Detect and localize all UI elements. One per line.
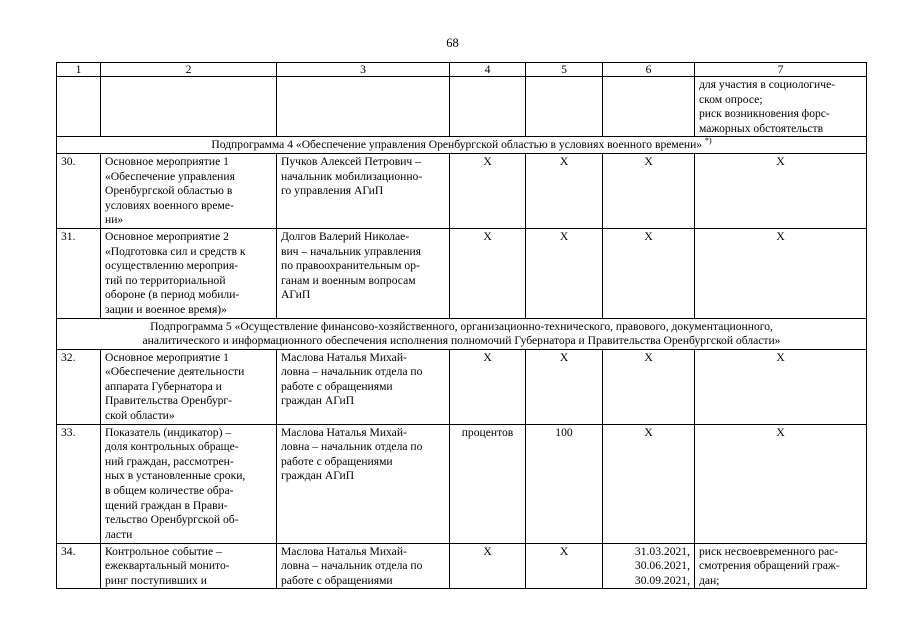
subprogram-title <box>57 137 867 154</box>
subprogram-5-title-line: аналитического и информационного обеспечения исполнения полномочий Губернатора и Правительства Оренбургской области» <box>142 334 781 348</box>
cell-value: Х <box>526 153 603 228</box>
text-line: риск несвоевременного рас- <box>699 544 839 558</box>
cell-risk: Х <box>695 424 867 543</box>
cell-empty <box>101 77 277 137</box>
table-row <box>57 543 867 589</box>
table-row <box>57 349 867 424</box>
cell-value: Х <box>526 228 603 318</box>
text-line: начальник мобилизационно- <box>281 169 423 183</box>
text-line: «Обеспечение деятельности <box>105 365 245 379</box>
text-line: Контрольное событие – <box>105 544 222 558</box>
text-line: ганам и военным вопросам <box>281 273 416 287</box>
column-number-row <box>57 63 867 77</box>
cell-unit: Х <box>450 228 526 318</box>
subprogram-row <box>57 137 867 154</box>
text-line: доля контрольных обраще- <box>105 440 239 454</box>
cell-value: 100 <box>526 424 603 543</box>
text-line: ловна – начальник отдела по <box>281 559 423 573</box>
text-line: дан; <box>699 573 720 587</box>
cell-value: Х <box>526 349 603 424</box>
text-line: ни» <box>105 213 124 227</box>
responsible-person <box>277 543 450 589</box>
responsible-person <box>277 349 450 424</box>
text-line: по правоохранительным ор- <box>281 259 420 273</box>
column-header: 6 <box>603 63 695 77</box>
text-line: Основное мероприятие 1 <box>105 154 229 168</box>
column-header: 4 <box>450 63 526 77</box>
page-number: 68 <box>446 36 459 50</box>
cell-empty <box>277 77 450 137</box>
cell-date: Х <box>603 228 695 318</box>
measure-description <box>101 543 277 589</box>
cell-value: Х <box>526 543 603 589</box>
text-line: ежеквартальный монито- <box>105 559 230 573</box>
measure-description <box>101 228 277 318</box>
responsible-person <box>277 228 450 318</box>
cell-empty <box>57 77 101 137</box>
text-line: работе с обращениями <box>281 573 393 587</box>
text-line: го управления АГиП <box>281 184 384 198</box>
cell-risk <box>695 543 867 589</box>
text-line: Маслова Наталья Михай- <box>281 544 407 558</box>
text-line: граждан АГиП <box>281 469 355 483</box>
date-line: 30.09.2021, <box>634 573 690 587</box>
column-header: 5 <box>526 63 603 77</box>
text-line: ловна – начальник отдела по <box>281 440 423 454</box>
text-line: работе с обращениями <box>281 454 393 468</box>
text-line: в общем количестве обра- <box>105 484 234 498</box>
column-header: 2 <box>101 63 277 77</box>
measure-description <box>101 153 277 228</box>
measure-description <box>101 349 277 424</box>
text-line: ском опросе; <box>699 92 763 106</box>
text-line: вич – начальник управления <box>281 244 422 258</box>
text-line: щений граждан в Прави- <box>105 498 228 512</box>
subprogram-title <box>57 318 867 349</box>
text-line: ласти <box>105 527 133 541</box>
cell-risk: Х <box>695 349 867 424</box>
responsible-person <box>277 424 450 543</box>
cell-unit: Х <box>450 153 526 228</box>
risk-cell <box>695 77 867 137</box>
subprogram-5-title-line: Подпрограмма 5 «Осуществление финансово-хозяйственного, организационно-технического, правового, документационного, <box>150 319 773 333</box>
table-row <box>57 153 867 228</box>
column-header: 3 <box>277 63 450 77</box>
text-line: Основное мероприятие 1 <box>105 350 229 364</box>
cell-date: Х <box>603 424 695 543</box>
text-line: ринг поступивших и <box>105 573 207 587</box>
text-line: ловна – начальник отдела по <box>281 365 423 379</box>
text-line: ской области» <box>105 409 175 423</box>
text-line: работе с обращениями <box>281 379 393 393</box>
text-line: мажорных обстоятельств <box>699 121 824 135</box>
text-line: зации и военное время)» <box>105 302 227 316</box>
text-line: Основное мероприятие 2 <box>105 229 229 243</box>
text-line: Показатель (индикатор) – <box>105 425 232 439</box>
text-line: Правительства Оренбург- <box>105 394 233 408</box>
date-line: 30.06.2021, <box>634 559 690 573</box>
text-line: ных в установленные сроки, <box>105 469 246 483</box>
row-number: 33. <box>57 424 101 543</box>
cell-risk: Х <box>695 153 867 228</box>
text-line: «Обеспечение управления <box>105 169 235 183</box>
footnote-mark: *) <box>705 136 712 146</box>
subprogram-row <box>57 318 867 349</box>
measures-table <box>56 62 867 589</box>
text-line: Пучков Алексей Петрович – <box>281 154 421 168</box>
text-line: Маслова Наталья Михай- <box>281 350 407 364</box>
text-line: осуществлению мероприя- <box>105 259 239 273</box>
cell-date <box>603 543 695 589</box>
row-number: 32. <box>57 349 101 424</box>
cell-date: Х <box>603 153 695 228</box>
text-line: Маслова Наталья Михай- <box>281 425 407 439</box>
text-line: АГиП <box>281 288 311 302</box>
table-row-continuation <box>57 77 867 137</box>
text-line: условиях военного време- <box>105 198 234 212</box>
cell-date: Х <box>603 349 695 424</box>
cell-risk: Х <box>695 228 867 318</box>
row-number: 34. <box>57 543 101 589</box>
text-line: риск возникновения форс- <box>699 107 830 121</box>
text-line: смотрения обращений граж- <box>699 559 840 573</box>
table-row <box>57 228 867 318</box>
table-row <box>57 424 867 543</box>
text-line: Долгов Валерий Николае- <box>281 229 410 243</box>
cell-unit: процентов <box>450 424 526 543</box>
cell-empty <box>450 77 526 137</box>
text-line: тий по территориальной <box>105 273 226 287</box>
cell-empty <box>603 77 695 137</box>
measure-description <box>101 424 277 543</box>
text-line: Оренбургской областью в <box>105 184 233 198</box>
cell-empty <box>526 77 603 137</box>
text-line: для участия в социологиче- <box>699 78 836 91</box>
subprogram-4-title: Подпрограмма 4 «Обеспечение управления Оренбургской областью в условиях военного времени» <box>211 138 703 152</box>
text-line: тельство Оренбургской об- <box>105 513 239 527</box>
text-line: граждан АГиП <box>281 394 355 408</box>
text-line: «Подготовка сил и средств к <box>105 244 246 258</box>
row-number: 31. <box>57 228 101 318</box>
responsible-person <box>277 153 450 228</box>
row-number: 30. <box>57 153 101 228</box>
text-line: обороне (в период мобили- <box>105 288 240 302</box>
cell-unit: Х <box>450 543 526 589</box>
date-line: 31.03.2021, <box>634 544 690 558</box>
column-header: 1 <box>57 63 101 77</box>
text-line: аппарата Губернатора и <box>105 379 222 393</box>
cell-unit: Х <box>450 349 526 424</box>
text-line: ний граждан, рассмотрен- <box>105 454 234 468</box>
column-header: 7 <box>695 63 867 77</box>
